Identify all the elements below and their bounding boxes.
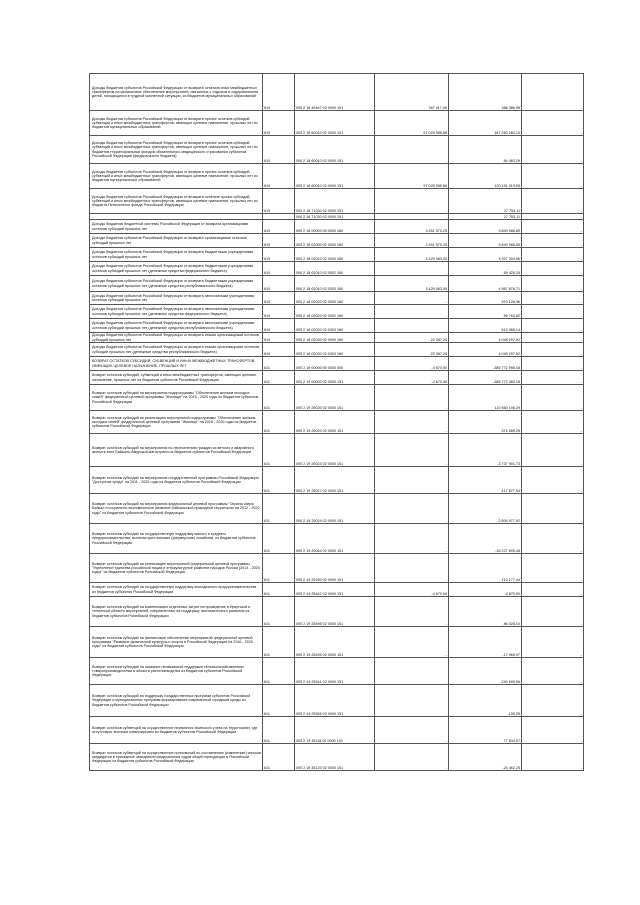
row-value-3: -	[522, 357, 584, 371]
table-row	[90, 434, 584, 467]
table-row	[90, 583, 584, 597]
row-value-3: -	[522, 136, 584, 164]
row-budget-code: 000 2 19 25442 02 0000 151	[295, 583, 375, 597]
row-name: Возврат остатков субсидий на реализацию мероприятий федеральной целевой программы "Укрепление единства российской нации и этнокультурное развитие народов России (2014 - 2020 годы)" из бюджетов субъектов Российской Федерации	[90, 554, 263, 583]
row-budget-code: 000 2 19 25027 02 0000 151	[295, 467, 375, 494]
table-row	[90, 136, 584, 164]
row-name: Возврат остатков субсидий на реализацию мероприятий подпрограммы "Обеспечение жильем молодых семей" федеральной целевой программы "Жилище" на 2015 - 2020 годы из бюджетов субъектов Российской Федерации	[90, 411, 263, 434]
row-budget-code: 000 2 19 25020 02 0000 151	[295, 385, 375, 411]
row-value-1: -	[375, 189, 449, 214]
table-row	[90, 597, 584, 627]
row-name: Доходы бюджетов субъектов Российской Федерации от возврата бюджетными учреждениями остатков субсидий прошлых лет	[90, 248, 263, 262]
row-value-2: 120 151 019,08	[449, 164, 522, 189]
row-name: Возврат остатков субсидий на мероприятия федеральной целевой программы "Охрана озера Байкал и социально-экономическое развитие Байкальской природной территории на 2012 - 2020 годы" из бюджетов субъектов Российской Федерации	[90, 494, 263, 524]
table-row	[90, 111, 584, 136]
row-budget-code: 000 2 18 02010 02 0002 180	[295, 262, 375, 276]
row-value-1: -	[375, 214, 449, 220]
row-name: Доходы бюджетов субъектов Российской Федерации от возврата автономными учреждениями остатков субсидий прошлых лет (денежные средства республиканского бюджета)	[90, 319, 263, 333]
row-budget-code: 000 2 18 45467 02 0000 151	[295, 74, 375, 111]
row-budget-code: 000 2 18 02030 02 0000 180	[295, 333, 375, 343]
row-value-2: 386 386,98	[449, 74, 522, 111]
table-row	[90, 744, 584, 771]
row-value-3: -	[522, 111, 584, 136]
row-budget-code: 000 2 19 25495 02 0000 151	[295, 627, 375, 658]
row-value-3: -	[522, 434, 584, 467]
row-value-1: -	[375, 434, 449, 467]
table-row	[90, 262, 584, 276]
row-name: Доходы бюджетов субъектов Российской Федерации от возврата автономными учреждениями остатков субсидий прошлых лет	[90, 292, 263, 305]
table-row	[90, 685, 584, 717]
row-line-code: 611	[263, 658, 295, 685]
row-name: Доходы бюджетов субъектов Российской Федерации от возврата прочих остатков субсидий, субвенций и иных межбюджетных трансфертов, имеющих целевое назначение, прошлых лет из бюджетов муниципальных образований	[90, 111, 263, 136]
table-row	[90, 385, 584, 411]
row-name: Доходы бюджетов субъектов Российской Федерации от возврата прочих остатков субсидий, субвенций и иных межбюджетных трансфертов, имеющих целевое назначение, прошлых лет из бюджетов территориальных фондов обязательного медицинского страхования субъектов Российской Федерации (федерального бюджета)	[90, 136, 263, 164]
row-value-3: -	[522, 292, 584, 305]
row-value-3: -	[522, 74, 584, 111]
row-value-2: 4 927 304,06	[449, 248, 522, 262]
row-line-code: 610	[263, 111, 295, 136]
row-budget-code: 000 2 19 25250 02 0000 151	[295, 554, 375, 583]
table-row	[90, 234, 584, 248]
row-line-code: 610	[263, 234, 295, 248]
row-value-1: -	[375, 554, 449, 583]
row-line-code: 611	[263, 554, 295, 583]
row-budget-code: 000 2 18 60010 02 0000 151	[295, 111, 375, 136]
row-value-1: -	[375, 262, 449, 276]
row-value-3: -	[522, 214, 584, 220]
row-name: Возврат остатков субсидий на поддержку государственных программ субъектов Российской Федерации и муниципальных программ формирования современной городской среды из бюджетов субъектов Российской Федерации	[90, 685, 263, 717]
row-value-3: -	[522, 494, 584, 524]
row-value-2: 187 283 284,10	[449, 111, 522, 136]
table-row	[90, 343, 584, 357]
row-value-3: -	[522, 744, 584, 771]
row-line-code: 610	[263, 220, 295, 234]
row-name: Доходы бюджетов субъектов Российской Федерации от возврата автономными учреждениями остатков субсидий прошлых лет (денежные средства федерального бюджета)	[90, 305, 263, 319]
row-value-1: -	[375, 292, 449, 305]
row-name: Возврат остатков субсидий на оказание несвязанной поддержки сельскохозяйственным товаропроизводителям в области растениеводства из бюджетов субъектов Российской Федерации	[90, 658, 263, 685]
row-line-code: 611	[263, 717, 295, 744]
row-value-2: -2 804 977,92	[449, 494, 522, 524]
row-value-3: -	[522, 685, 584, 717]
row-budget-code: 000 2 18 71030 02 0000 151	[295, 189, 375, 214]
table-row	[90, 164, 584, 189]
row-line-code: 610	[263, 276, 295, 292]
row-value-1: -	[375, 411, 449, 434]
row-budget-code: 000 2 18 71030 02 0000 151	[295, 214, 375, 220]
row-name: Возврат остатков субсидий на мероприятия государственной программы Российской Федерации "Доступная среда" на 2011 - 2020 годы из бюджетов субъектов Российской Федерации	[90, 467, 263, 494]
row-value-1: 3 429 083,00	[375, 248, 449, 262]
table-row	[90, 627, 584, 658]
row-value-1: -4 670,00	[375, 583, 449, 597]
row-value-2: -240 690,06	[449, 658, 522, 685]
row-value-3: -	[522, 164, 584, 189]
row-name: Доходы бюджетов субъектов Российской Федерации от возврата иными организациями остатков субсидий прошлых лет (денежные средства республиканского бюджета)	[90, 343, 263, 357]
row-value-1: -	[375, 319, 449, 333]
row-line-code: 611	[263, 685, 295, 717]
row-value-1: -	[375, 627, 449, 658]
row-line-code: 611	[263, 597, 295, 627]
row-value-1: 3 429 083,00	[375, 276, 449, 292]
row-value-1: -4 670,00	[375, 357, 449, 371]
row-value-1: -	[375, 597, 449, 627]
row-budget-code: 000 2 19 35120 02 0000 151	[295, 744, 375, 771]
row-value-2: 110 560 196,29	[449, 385, 522, 411]
row-budget-code: 000 2 19 25541 02 0000 151	[295, 658, 375, 685]
row-budget-code: 000 2 18 60010 02 0000 151	[295, 164, 375, 189]
table-row	[90, 276, 584, 292]
row-value-3: -	[522, 627, 584, 658]
row-value-2: 27 753,11	[449, 214, 522, 220]
row-value-3: -	[522, 189, 584, 214]
row-name: Возврат остатков субсидий на государственную поддержку молодежного предпринимательства из бюджетов субъектов Российской Федерации	[90, 583, 263, 597]
row-value-2: 56 763,82	[449, 305, 522, 319]
row-value-2: -117 677,54	[449, 467, 522, 494]
row-value-2: -386 772 996,18	[449, 357, 522, 371]
row-value-3: -	[522, 658, 584, 685]
row-line-code: 611	[263, 411, 295, 434]
row-name: Возврат остатков субвенций на осуществление полномочий по составлению (изменению) списков кандидатов в присяжные заседатели федеральных судов общей юрисдикции в Российской Федерации из бюджетов субъектов Российской Федерации	[90, 744, 263, 771]
row-name: Доходы бюджетов субъектов Российской Федерации от возврата остатков иных межбюджетных трансфертов на финансовое обеспечение мероприятий, связанных с отдыхом и оздоровлением детей, находящихся в трудной жизненной ситуации, из бюджетов муниципальных образований	[90, 74, 263, 111]
row-value-3: -	[522, 583, 584, 597]
row-value-2: 27 753,11	[449, 189, 522, 214]
table-row	[90, 333, 584, 343]
row-value-3: -	[522, 276, 584, 292]
row-value-1: 3 451 570,25	[375, 220, 449, 234]
row-line-code: 611	[263, 583, 295, 597]
table-row	[90, 411, 584, 434]
row-line-code: 610	[263, 189, 295, 214]
row-name: Доходы бюджетов субъектов Российской Федерации от возврата прочих остатков субсидий, субвенций и иных межбюджетных трансфертов, имеющих целевое назначение, прошлых лет из бюджетов муниципальных образований	[90, 164, 263, 189]
row-value-2: -371 580,25	[449, 411, 522, 434]
row-line-code: 611	[263, 524, 295, 554]
row-line-code: 611	[263, 744, 295, 771]
row-value-2: -18 227 695,48	[449, 524, 522, 554]
table-row	[90, 554, 584, 583]
row-budget-code: 000 2 18 02010 02 0000 180	[295, 248, 375, 262]
row-name: Доходы бюджетов субъектов Российской Федерации от возврата бюджетными учреждениями остатков субсидий прошлых лет (денежные средства республиканского бюджета)	[90, 276, 263, 292]
row-value-3: -	[522, 524, 584, 554]
row-value-2: 4 048 297,92	[449, 343, 522, 357]
row-line-code: 610	[263, 319, 295, 333]
row-line-code: 610	[263, 343, 295, 357]
row-budget-code: 000 2 19 00000 02 0000 151	[295, 371, 375, 385]
row-name: Доходы бюджетов бюджетной системы Российской Федерации от возврата организациями остатков субсидий прошлых лет	[90, 220, 263, 234]
row-budget-code: 000 2 19 25029 02 0000 151	[295, 494, 375, 524]
row-line-code: 611	[263, 494, 295, 524]
table-row	[90, 248, 584, 262]
row-name: Возврат остатков субсидий на компенсацию отдельных затрат на проведение в Иркутской и Читинской области мероприятий, направленных на поддержку экономического развития из бюджетов субъектов Российской Федерации	[90, 597, 263, 627]
row-value-2: 513 365,14	[449, 319, 522, 333]
row-line-code: 610	[263, 305, 295, 319]
row-value-1: 22 387,25	[375, 333, 449, 343]
row-name: ВОЗВРАТ ОСТАТКОВ СУБСИДИЙ, СУБВЕНЦИЙ И ИНЫХ МЕЖБЮДЖЕТНЫХ ТРАНСФЕРТОВ, ИМЕЮЩИХ ЦЕЛЕВОЕ НАЗНАЧЕНИЕ, ПРОШЛЫХ ЛЕТ	[90, 357, 263, 371]
row-value-3: -	[522, 319, 584, 333]
row-budget-code: 000 2 18 60010 02 0000 151	[295, 136, 375, 164]
row-name: Возврат остатков субсидий на мероприятия подпрограммы "Обеспечение жильем молодых семей" федеральной целевой программы "Жилище" на 2015 - 2020 годы из бюджетов субъектов Российской Федерации	[90, 385, 263, 411]
row-value-2: -386 772 460,18	[449, 371, 522, 385]
row-value-2: -712 177,44	[449, 554, 522, 583]
table-row	[90, 494, 584, 524]
row-value-3: -	[522, 597, 584, 627]
row-value-2: 84 463,29	[449, 136, 522, 164]
row-value-3: -	[522, 717, 584, 744]
row-budget-code: 000 2 19 25555 02 0000 151	[295, 685, 375, 717]
row-name: Возврат остатков субсидий, субвенций и иных межбюджетных трансфертов, имеющих целевое назначение, прошлых лет из бюджетов субъектов Российской Федерации	[90, 371, 263, 385]
row-line-code: 611	[263, 627, 295, 658]
row-value-1: -	[375, 744, 449, 771]
row-name: Доходы бюджетов субъектов Российской Федерации от возврата бюджетными учреждениями остатков субсидий прошлых лет (денежные средства федерального бюджета)	[90, 262, 263, 276]
row-line-code: 610	[263, 262, 295, 276]
table-row	[90, 189, 584, 214]
row-value-2: 9 840 986,89	[449, 234, 522, 248]
row-name: Возврат остатков субсидий на мероприятия по переселению граждан из ветхого и аварийного жилья в зоне Байкало-Амурской магистрали из бюджетов субъектов Российской Федерации	[90, 434, 263, 467]
row-value-3: -	[522, 333, 584, 343]
revenue-table-body	[90, 74, 584, 771]
row-line-code: 611	[263, 357, 295, 371]
row-budget-code: 000 2 19 25064 02 0000 151	[295, 524, 375, 554]
row-value-3: -	[522, 234, 584, 248]
row-value-2: 9 840 986,89	[449, 220, 522, 234]
row-line-code: 610	[263, 164, 295, 189]
row-value-2: -130,25	[449, 685, 522, 717]
row-value-1: -	[375, 658, 449, 685]
row-value-3: -	[522, 371, 584, 385]
row-line-code: 611	[263, 371, 295, 385]
table-row	[90, 717, 584, 744]
row-line-code: 610	[263, 74, 295, 111]
row-value-3: -	[522, 220, 584, 234]
row-line-code: 610	[263, 248, 295, 262]
row-name: Возврат остатков субвенций на осуществление первичного воинского учета на территориях, где отсутствуют военные комиссариаты из бюджетов субъектов Российской Федерации	[90, 717, 263, 744]
row-value-1: -4 670,00	[375, 371, 449, 385]
row-value-3: -	[522, 305, 584, 319]
row-budget-code: 000 2 18 00000 00 0000 180	[295, 220, 375, 234]
row-line-code: 610	[263, 136, 295, 164]
row-line-code: 610	[263, 292, 295, 305]
row-value-1: -	[375, 305, 449, 319]
row-value-3: -	[522, 385, 584, 411]
row-value-3: -	[522, 411, 584, 434]
row-value-2: 4 048 297,92	[449, 333, 522, 343]
row-value-1: -	[375, 524, 449, 554]
table-row	[90, 371, 584, 385]
row-value-1: -	[375, 136, 449, 164]
row-name: Возврат остатков субсидий на финансовое обеспечение мероприятий федеральной целевой программы "Развитие физической культуры и спорта в Российской Федерации на 2016 - 2020 годы" из бюджетов субъектов Российской Федерации	[90, 627, 263, 658]
row-value-1: 97 025 085,86	[375, 164, 449, 189]
table-row	[90, 305, 584, 319]
row-value-1: 22 387,25	[375, 343, 449, 357]
table-row	[90, 357, 584, 371]
row-budget-code: 000 2 19 25023 02 0000 151	[295, 434, 375, 467]
row-value-1: -	[375, 494, 449, 524]
row-value-2: 77 844,97	[449, 717, 522, 744]
table-row	[90, 467, 584, 494]
row-line-code: 611	[263, 385, 295, 411]
row-budget-code: 000 2 18 02020 02 0002 180	[295, 305, 375, 319]
table-row	[90, 524, 584, 554]
row-value-2: 4 867 878,71	[449, 276, 522, 292]
row-value-1: 3 451 570,25	[375, 234, 449, 248]
row-value-3: -	[522, 554, 584, 583]
row-value-2: 86 026,10	[449, 597, 522, 627]
row-value-2: -24 462,25	[449, 744, 522, 771]
row-value-1: 97 025 085,86	[375, 111, 449, 136]
row-budget-code: 000 2 19 35118 02 0000 151	[295, 717, 375, 744]
row-value-1: -	[375, 385, 449, 411]
row-budget-code: 000 2 19 25020 02 0000 151	[295, 411, 375, 434]
revenue-table	[89, 73, 584, 771]
row-budget-code: 000 2 18 02020 02 0000 180	[295, 292, 375, 305]
row-value-3: -	[522, 343, 584, 357]
row-name: Возврат остатков субсидий на государственную поддержку малого и среднего предпринимательства, включая крестьянские (фермерские) хозяйства, из бюджетов субъектов Российской Федерации	[90, 524, 263, 554]
table-row	[90, 220, 584, 234]
row-line-code: 611	[263, 434, 295, 467]
row-budget-code: 000 2 18 02020 02 0003 180	[295, 319, 375, 333]
row-value-1: -	[375, 717, 449, 744]
row-value-2: 59 425,35	[449, 262, 522, 276]
row-value-2: -17 965,97	[449, 627, 522, 658]
row-budget-code: 000 2 18 02000 02 0000 180	[295, 234, 375, 248]
row-line-code: 611	[263, 467, 295, 494]
table-row	[90, 658, 584, 685]
row-value-3: -	[522, 248, 584, 262]
row-value-2: 570 128,96	[449, 292, 522, 305]
table-row	[90, 292, 584, 305]
row-budget-code: 000 2 18 02030 02 0003 180	[295, 343, 375, 357]
table-row	[90, 319, 584, 333]
row-value-2: -3 737 901,73	[449, 434, 522, 467]
row-budget-code: 000 2 18 02010 02 0003 180	[295, 276, 375, 292]
row-name: Доходы бюджетов субъектов Российской Федерации от возврата иными организациями остатков субсидий прошлых лет	[90, 333, 263, 343]
row-budget-code: 000 2 19 25495 02 0000 151	[295, 597, 375, 627]
row-value-3: -	[522, 467, 584, 494]
row-name: Доходы бюджетов субъектов Российской Федерации от возврата остатков прочих субсидий, субвенций и иных межбюджетных трансфертов, имеющих целевое назначение, прошлых лет из бюджета Пенсионного фонда Российской Федерации	[90, 189, 263, 214]
row-line-code: 610	[263, 333, 295, 343]
row-value-1: -	[375, 467, 449, 494]
row-value-1: 367 017,00	[375, 74, 449, 111]
row-value-3: -	[522, 262, 584, 276]
row-name: Доходы бюджетов субъектов Российской Федерации от возврата организациями остатков субсидий прошлых лет	[90, 234, 263, 248]
row-value-1: -	[375, 685, 449, 717]
table-row	[90, 74, 584, 111]
row-budget-code: 000 2 19 00000 00 0000 000	[295, 357, 375, 371]
row-value-2: -4 670,00	[449, 583, 522, 597]
